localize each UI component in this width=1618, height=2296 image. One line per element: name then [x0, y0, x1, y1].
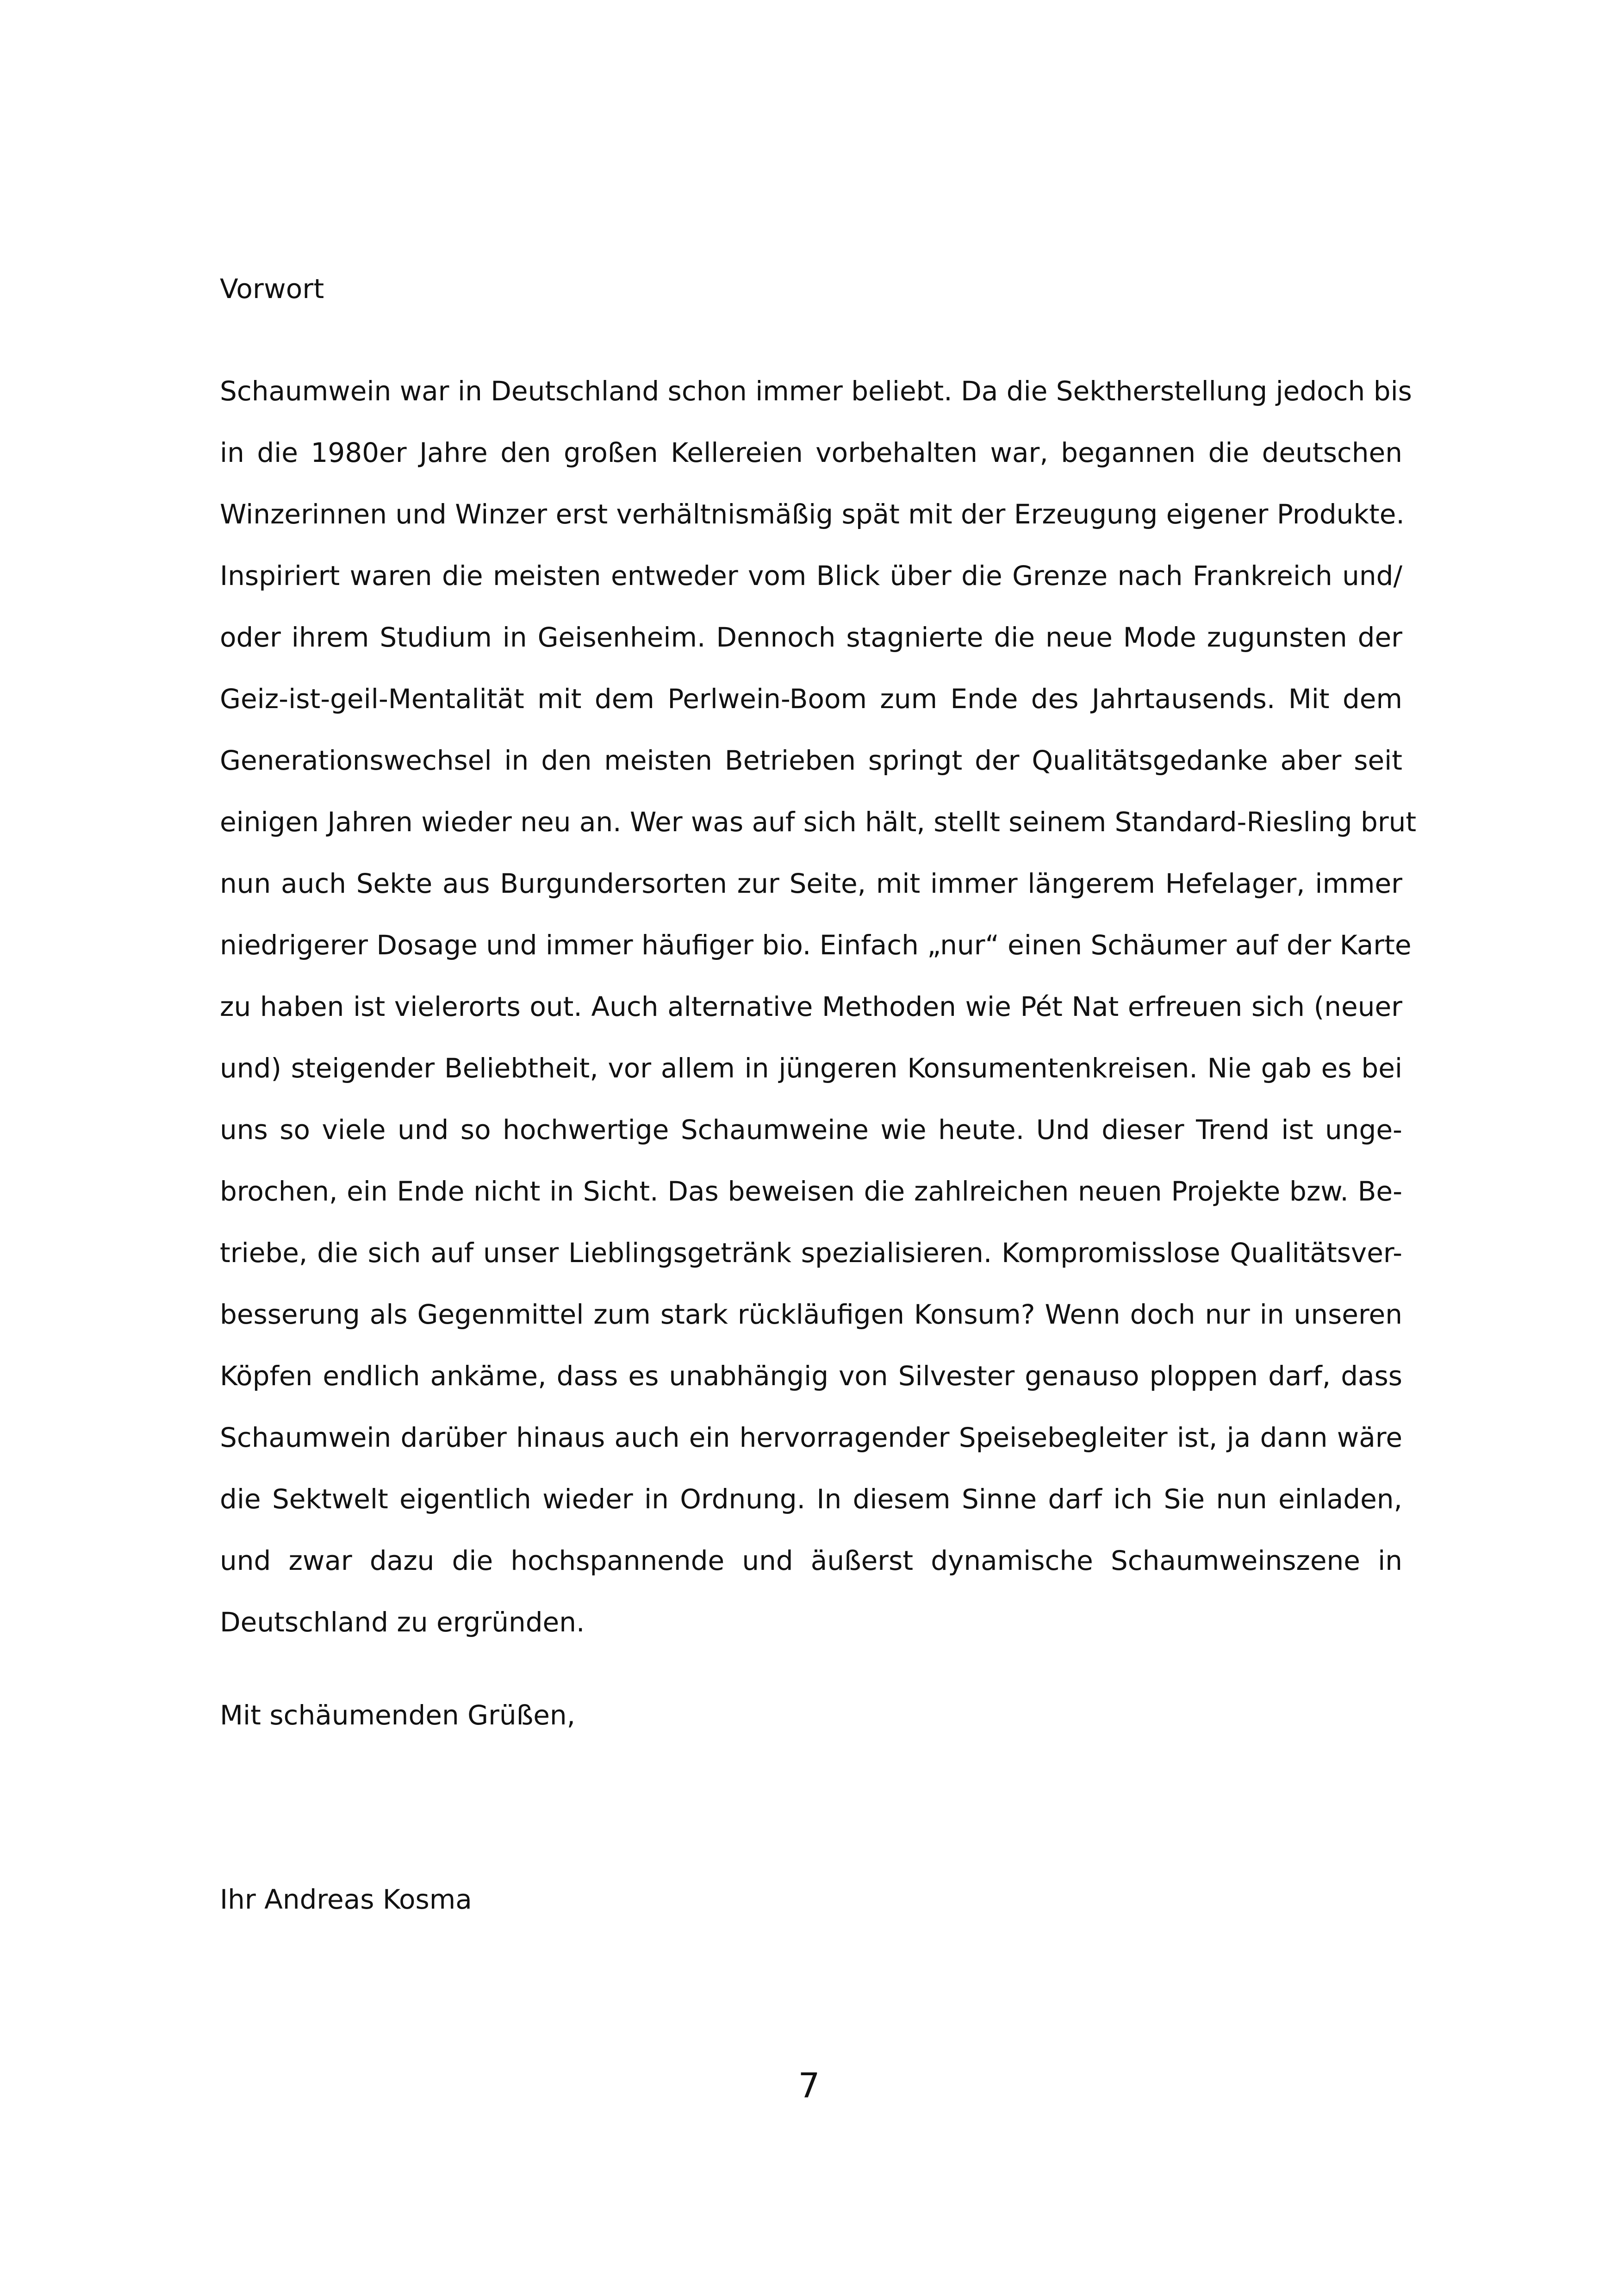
text-line: und) steigender Beliebtheit, vor allem in jüngeren Konsumentenkreisen. Nie gab es bei	[220, 1052, 1402, 1084]
text-line: uns so viele und so hochwertige Schaumweine wie heute. Und dieser Trend ist unge-	[220, 1114, 1402, 1145]
text-line: Deutschland zu ergründen.	[220, 1606, 585, 1638]
text-line: Schaumwein war in Deutschland schon immer beliebt. Da die Sektherstellung jedoch bis	[220, 375, 1412, 407]
text-line: oder ihrem Studium in Geisenheim. Dennoch stagnierte die neue Mode zugunsten der	[220, 622, 1402, 653]
text-line: triebe, die sich auf unser Lieblingsgetränk spezialisieren. Kompromisslose Qualitätsver-	[220, 1237, 1402, 1269]
text-line: Schaumwein darüber hinaus auch ein hervorragender Speisebegleiter ist, ja dann wäre	[220, 1422, 1402, 1453]
text-line: niedrigerer Dosage und immer häufiger bio. Einfach „nur“ einen Schäumer auf der Karte	[220, 929, 1412, 961]
text-line: Winzerinnen und Winzer erst verhältnismäßig spät mit der Erzeugung eigener Produkte.	[220, 498, 1405, 530]
page-number: 7	[798, 2066, 820, 2106]
text-line: Generationswechsel in den meisten Betrieben springt der Qualitätsgedanke aber seit	[220, 745, 1402, 776]
signature: Ihr Andreas Kosma	[220, 1884, 472, 1915]
text-line: besserung als Gegenmittel zum stark rückläufigen Konsum? Wenn doch nur in unseren	[220, 1299, 1402, 1330]
text-line: einigen Jahren wieder neu an. Wer was auf sich hält, stellt seinem Standard-Riesling brut	[220, 806, 1417, 838]
text-line: brochen, ein Ende nicht in Sicht. Das beweisen die zahlreichen neuen Projekte bzw. Be-	[220, 1176, 1402, 1207]
closing-salutation: Mit schäumenden Grüßen,	[220, 1699, 576, 1731]
body-paragraph	[220, 374, 1417, 1667]
text-line: zu haben ist vielerorts out. Auch alternative Methoden wie Pét Nat erfreuen sich (neuer	[220, 991, 1402, 1022]
text-line: Geiz-ist-geil-Mentalität mit dem Perlwein-Boom zum Ende des Jahrtausends. Mit dem	[220, 683, 1402, 715]
text-line: in die 1980er Jahre den großen Kellereien vorbehalten war, begannen die deutschen	[220, 437, 1402, 468]
text-line: die Sektwelt eigentlich wieder in Ordnung. In diesem Sinne darf ich Sie nun einladen,	[220, 1483, 1402, 1515]
page-title: Vorwort	[220, 273, 324, 305]
text-line: und zwar dazu die hochspannende und äußerst dynamische Schaumweinszene in	[220, 1545, 1402, 1576]
text-line: nun auch Sekte aus Burgundersorten zur Seite, mit immer längerem Hefelager, immer	[220, 868, 1402, 899]
text-line: Köpfen endlich ankäme, dass es unabhängig von Silvester genauso ploppen darf, dass	[220, 1360, 1402, 1392]
text-line: Inspiriert waren die meisten entweder vom Blick über die Grenze nach Frankreich und/	[220, 560, 1402, 591]
